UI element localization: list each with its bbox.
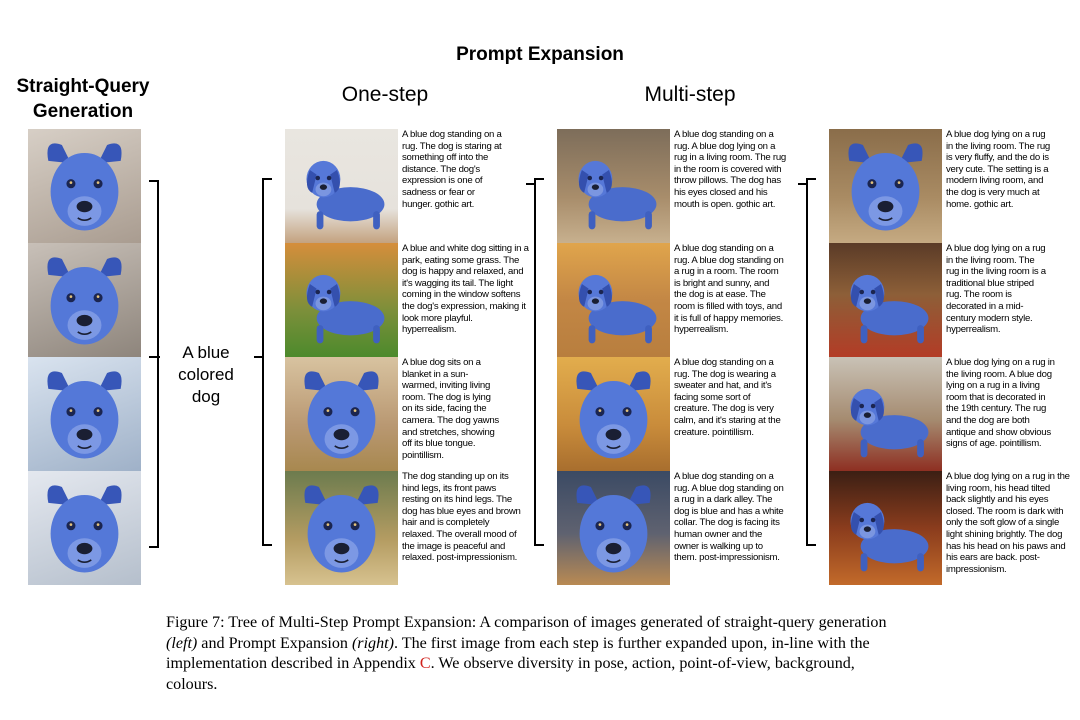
- multi-step-1-prompt-4: A blue dog standing on a rug. A blue dog standing on a rug in a dark alley. The dog is blue and has a white collar. The dog is facing its human owner and the owner is walking up to them. post-impressionism.: [674, 471, 784, 564]
- multi-step-2-prompt-4: A blue dog lying on a rug in the living room, his head tilted back slightly and his eyes closed. The room is dark with only the soft glow of a single light shining brightly. The dog has his head on his paws and his ears are back. post-impressionism.: [946, 471, 1070, 575]
- query-text: A blue colored dog: [178, 343, 234, 406]
- multi-step-2-image-1: [829, 129, 942, 243]
- one-step-image-1: [285, 129, 398, 243]
- bracket-multi-step-1: [534, 178, 544, 546]
- multi-step-title: Multi-step: [644, 83, 736, 106]
- multi-step-1-prompt-2: A blue dog standing on a rug. A blue dog standing on a rug in a room. The room is bright and sunny, and the dog is at ease. The room is filled with toys, and it is full of happy memories. hyperrealism.: [674, 243, 784, 336]
- multi-step-1-image-2: [557, 243, 670, 357]
- caption-text: and Prompt Expansion: [197, 634, 352, 652]
- one-step-title: One-step: [341, 83, 429, 106]
- bracket-one-step: [262, 178, 272, 546]
- caption-left: (left): [166, 634, 198, 652]
- multi-step-1-image-1: [557, 129, 670, 243]
- straight-query-image-3: [28, 357, 141, 471]
- straight-query-image-1: [28, 129, 141, 243]
- multi-step-1-image-3: [557, 357, 670, 471]
- one-step-image-2: [285, 243, 398, 357]
- one-step-image-3: [285, 357, 398, 471]
- caption-right: (right): [351, 634, 394, 652]
- one-step-prompt-3: A blue dog sits on a blanket in a sun-warmed, inviting living room. The dog is lying on its side, facing the camera. The dog yawns and stretches, showing off its blue tongue. pointillism.: [402, 357, 499, 461]
- caption-label: Figure 7:: [166, 614, 225, 631]
- straight-query-image-4: [28, 471, 141, 585]
- caption-text: Tree of Multi-Step Prompt Expansion: A comparison of images generated of straight-query generation: [224, 614, 887, 631]
- multi-step-2-prompt-2: A blue dog lying on a rug in the living room. The rug in the living room is a traditional blue striped rug. The room is decorated in a mid-century modern style. hyperrealism.: [946, 243, 1046, 336]
- multi-step-2-image-4: [829, 471, 942, 585]
- multi-step-1-prompt-1: A blue dog standing on a rug. A blue dog lying on a rug in a living room. The rug in the room is covered with throw pillows. The dog has his eyes closed and his mouth is open. gothic art.: [674, 129, 787, 210]
- straight-query-title: Straight-Query Generation: [16, 76, 150, 122]
- straight-query-image-2: [28, 243, 141, 357]
- multi-step-2-prompt-1: A blue dog lying on a rug in the living room. The rug is very fluffy, and the do is very cute. The setting is a modern living room, and the dog is very much at home. gothic art.: [946, 129, 1050, 210]
- caption-text: . The first image from each step is further expanded upon, in-line with the implementation described in Appendix: [166, 634, 870, 673]
- figure-caption: [166, 613, 906, 695]
- multi-step-2-image-2: [829, 243, 942, 357]
- multi-step-2-prompt-3: A blue dog lying on a rug in the living room. A blue dog lying on a rug in a living room that is decorated in the 19th century. The rug and the dog are both antique and show obvious signs of age. pointillism.: [946, 357, 1055, 450]
- multi-step-1-image-4: [557, 471, 670, 585]
- appendix-link[interactable]: C: [419, 655, 431, 673]
- multi-step-2-image-3: [829, 357, 942, 471]
- multi-step-1-prompt-3: A blue dog standing on a rug. The dog is wearing a sweater and hat, and it's facing some sort of creature. The dog is very calm, and it's staring at the creature. pointillism.: [674, 357, 781, 438]
- one-step-prompt-1: A blue dog standing on a rug. The dog is staring at something off into the distance. The dog's expression is one of sadness or fear or hunger. gothic art.: [402, 129, 502, 210]
- figure-main-title: Prompt Expansion: [456, 44, 624, 65]
- one-step-prompt-2: A blue and white dog sitting in a park, eating some grass. The dog is happy and relaxed, and it's wagging its tail. The light coming in the window softens the dog's expression, making it look more playful. hyperrealism.: [402, 243, 529, 336]
- one-step-image-4: [285, 471, 398, 585]
- one-step-prompt-4: The dog standing up on its hind legs, its front paws resting on its hind legs. The dog has blue eyes and brown hair and is completely relaxed. The overall mood of the image is peaceful and relaxed. post-impressionism.: [402, 471, 521, 564]
- bracket-multi-step-2: [806, 178, 816, 546]
- caption-text: . We observe diversity in pose, action, point-of-view, background, colours.: [166, 655, 855, 693]
